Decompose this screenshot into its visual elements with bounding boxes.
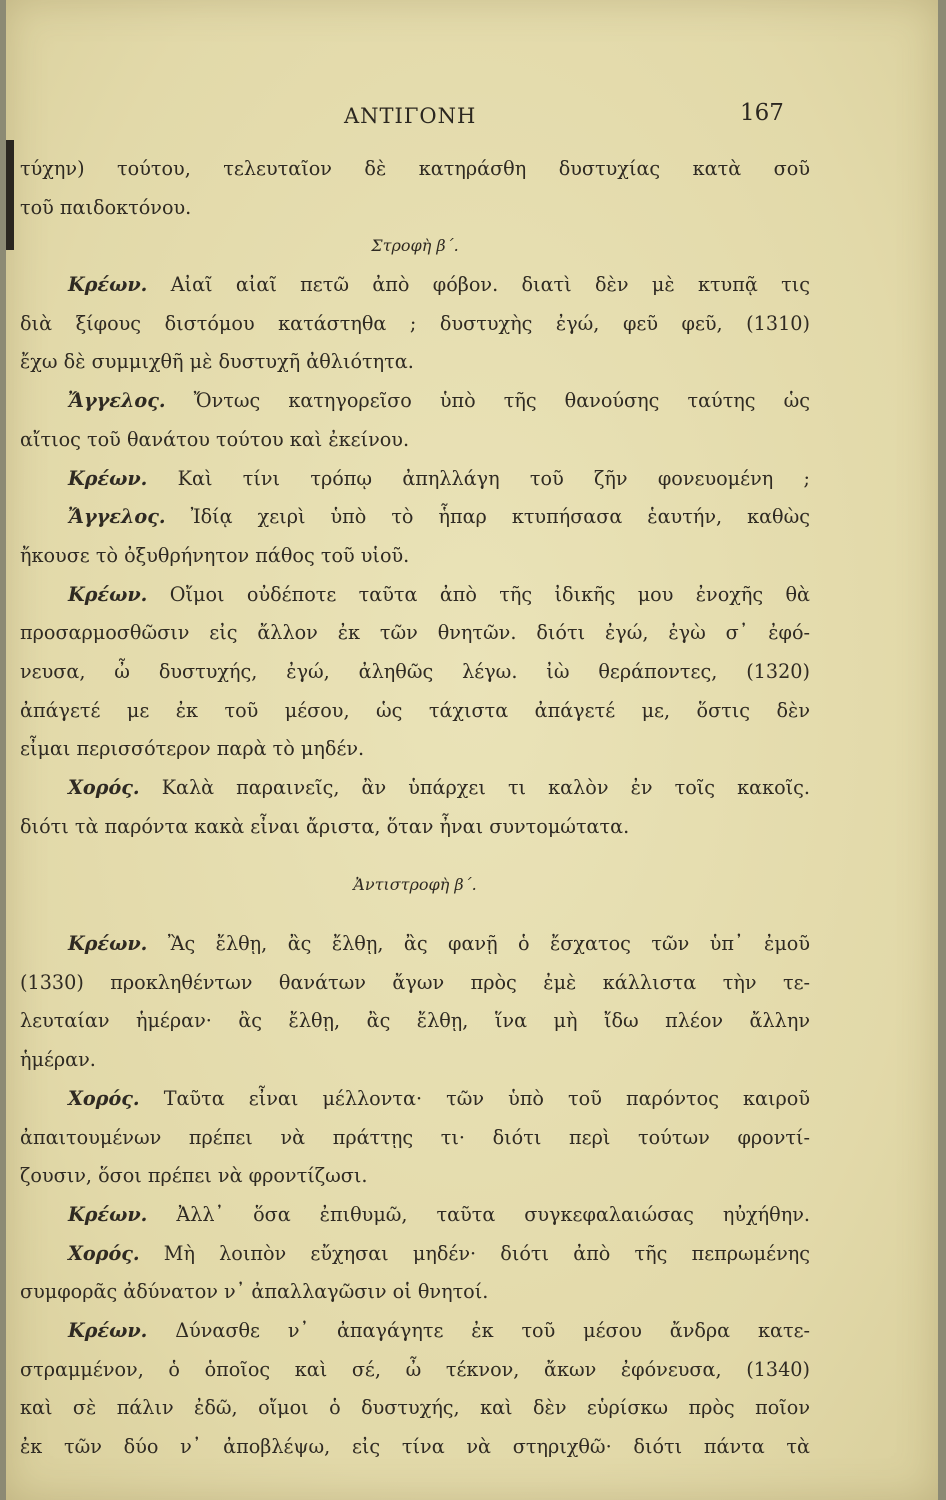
text-line [20, 653, 810, 692]
text-line [20, 769, 810, 808]
text-line [20, 964, 810, 1003]
line-text: Ἀλλ᾽ ὅσα ἐπιθυμῶ, ταῦτα συγκεφαλαιώσας ηὐχήθην. [147, 1202, 810, 1226]
line-text: ἐκ τῶν δύο ν᾽ ἀποβλέψω, εἰς τίνα νὰ στηριχθῶ· διότι πάντα τὰ [20, 1435, 810, 1458]
speaker-name: Κρέων. [68, 932, 148, 956]
body-text [20, 150, 810, 1467]
section-heading [20, 227, 810, 266]
section-heading [20, 866, 810, 905]
text-line [20, 1312, 810, 1351]
text-line [20, 1002, 810, 1041]
speaker-name: Ἄγγελος. [68, 389, 166, 413]
line-text: διότι τὰ παρόντα κακὰ εἶναι ἄριστα, ὅταν ἦναι συντομώτατα. [20, 814, 630, 838]
line-text: Στροφὴ β΄. [371, 236, 459, 256]
line-text: Καὶ τίνι τρόπῳ ἀπηλλάγη τοῦ ζῆν φονευομένη ; [147, 466, 810, 490]
line-text: ἔχω δὲ συμμιχθῆ μὲ δυστυχῆ ἀθλιότητα. [20, 350, 414, 374]
speaker-name: Χορός. [68, 776, 140, 799]
text-line [20, 150, 810, 189]
text-line [20, 576, 810, 615]
text-line [20, 1273, 810, 1312]
line-text: τύχην) τούτου, τελευταῖον δὲ κατηράσθη δυστυχίας κατὰ σοῦ [20, 157, 810, 180]
line-text: προσαρμοσθῶσιν εἰς ἄλλον ἐκ τῶν θνητῶν. διότι ἐγώ, ἐγὼ σ᾽ ἐφό- [20, 621, 810, 645]
line-text: Ὄντως κατηγορεῖσο ὑπὸ τῆς θανούσης ταύτης ὡς [165, 389, 810, 413]
text-line [20, 1428, 810, 1467]
text-line [20, 498, 810, 537]
line-text: Ἰδίᾳ χειρὶ ὑπὸ τὸ ἧπαρ κτυπήσασα ἑαυτήν, καθὼς [165, 505, 810, 529]
line-text: ζουσιν, ὅσοι πρέπει νὰ φροντίζωσι. [20, 1164, 368, 1188]
speaker-name: Κρέων. [68, 466, 148, 490]
line-text: Οἴμοι οὐδέποτε ταῦτα ἀπὸ τῆς ἰδικῆς μου ἐνοχῆς θὰ [147, 582, 810, 606]
text-line [20, 1389, 810, 1428]
line-text: ἀπαιτουμένων πρέπει νὰ πράττῃς τι· διότι περὶ τούτων φροντί- [20, 1125, 810, 1149]
text-line [20, 692, 810, 731]
text-line [20, 925, 810, 964]
speaker-name: Κρέων. [68, 1318, 148, 1342]
text-line [20, 460, 810, 499]
line-text: στραμμένον, ὁ ὁποῖος καὶ σέ, ὦ τέκνον, ἄκων ἐφόνευσα, (1340) [20, 1357, 810, 1381]
text-line [20, 614, 810, 653]
line-text: νευσα, ὦ δυστυχής, ἐγώ, ἀληθῶς λέγω. ἰὼ θεράποντες, (1320) [20, 659, 810, 683]
text-line [20, 343, 810, 382]
text-line [20, 382, 810, 421]
text-line [20, 421, 810, 460]
line-text: τοῦ παιδοκτόνου. [20, 195, 192, 219]
line-text: ἀπάγετέ με ἐκ τοῦ μέσου, ὡς τάχιστα ἀπάγετέ με, ὅστις δὲν [20, 698, 810, 722]
line-text: Καλὰ παραινεῖς, ἂν ὑπάρχει τι καλὸν ἐν τοῖς κακοῖς. [139, 776, 810, 799]
page-title: ΑΝΤΙΓΟΝΗ [344, 104, 477, 128]
speaker-name: Ἄγγελος. [68, 505, 166, 529]
text-line [20, 1157, 810, 1196]
text-line [20, 730, 810, 769]
text-line [20, 808, 810, 847]
line-text: εἶμαι περισσότερον παρὰ τὸ μηδέν. [20, 737, 365, 761]
text-line [20, 1119, 810, 1158]
line-text: διὰ ξίφους διστόμου κατάστηθα ; δυστυχὴς ἐγώ, φεῦ φεῦ, (1310) [20, 311, 810, 335]
text-line [20, 1041, 810, 1080]
running-header [6, 100, 938, 138]
line-text: ἡμέραν. [20, 1048, 96, 1072]
page-number: 167 [740, 100, 784, 126]
book-page [6, 0, 938, 1500]
text-line [20, 1196, 810, 1235]
line-text: (1330) προκληθέντων θανάτων ἄγων πρὸς ἐμὲ κάλλιστα τὴν τε- [20, 970, 810, 994]
text-line [20, 537, 810, 576]
line-text: Αἰαῖ αἰαῖ πετῶ ἀπὸ φόβον. διατὶ δὲν μὲ κτυπᾷ τις [147, 273, 810, 297]
line-text: Ταῦτα εἶναι μέλλοντα· τῶν ὑπὸ τοῦ παρόντος καιροῦ [139, 1086, 810, 1110]
line-text: ἤκουσε τὸ ὀξυθρήνητον πάθος τοῦ υἱοῦ. [20, 543, 410, 567]
line-text: συμφορᾶς ἀδύνατον ν᾽ ἀπαλλαγῶσιν οἱ θνητοί. [20, 1280, 489, 1304]
line-text: καὶ σὲ πάλιν ἐδῶ, οἴμοι ὁ δυστυχής, καὶ δὲν εὑρίσκω πρὸς ποῖον [20, 1396, 810, 1420]
text-line [20, 1351, 810, 1390]
speaker-name: Κρέων. [68, 1202, 148, 1226]
line-text: αἴτιος τοῦ θανάτου τούτου καὶ ἐκείνου. [20, 427, 410, 451]
text-line [20, 305, 810, 344]
binding-shadow [6, 140, 14, 250]
text-line [20, 189, 810, 228]
speaker-name: Χορός. [68, 1086, 140, 1110]
line-text: Ἂς ἔλθῃ, ἂς ἔλθῃ, ἂς φανῇ ὁ ἔσχατος τῶν ὑπ᾽ ἐμοῦ [147, 932, 810, 956]
speaker-name: Κρέων. [68, 582, 148, 606]
line-text: Ἀντιστροφὴ β΄. [353, 875, 477, 895]
text-line [20, 266, 810, 305]
line-text: Μὴ λοιπὸν εὔχησαι μηδέν· διότι ἀπὸ τῆς πεπρωμένης [139, 1241, 810, 1265]
speaker-name: Κρέων. [68, 273, 148, 297]
speaker-name: Χορός. [68, 1241, 140, 1265]
text-line [20, 1235, 810, 1274]
text-line [20, 1080, 810, 1119]
line-text: λευταίαν ἡμέραν· ἂς ἔλθῃ, ἂς ἔλθῃ, ἵνα μὴ ἴδω πλέον ἄλλην [20, 1009, 810, 1033]
line-text: Δύνασθε ν᾽ ἀπαγάγητε ἐκ τοῦ μέσου ἄνδρα κατε- [147, 1318, 810, 1342]
